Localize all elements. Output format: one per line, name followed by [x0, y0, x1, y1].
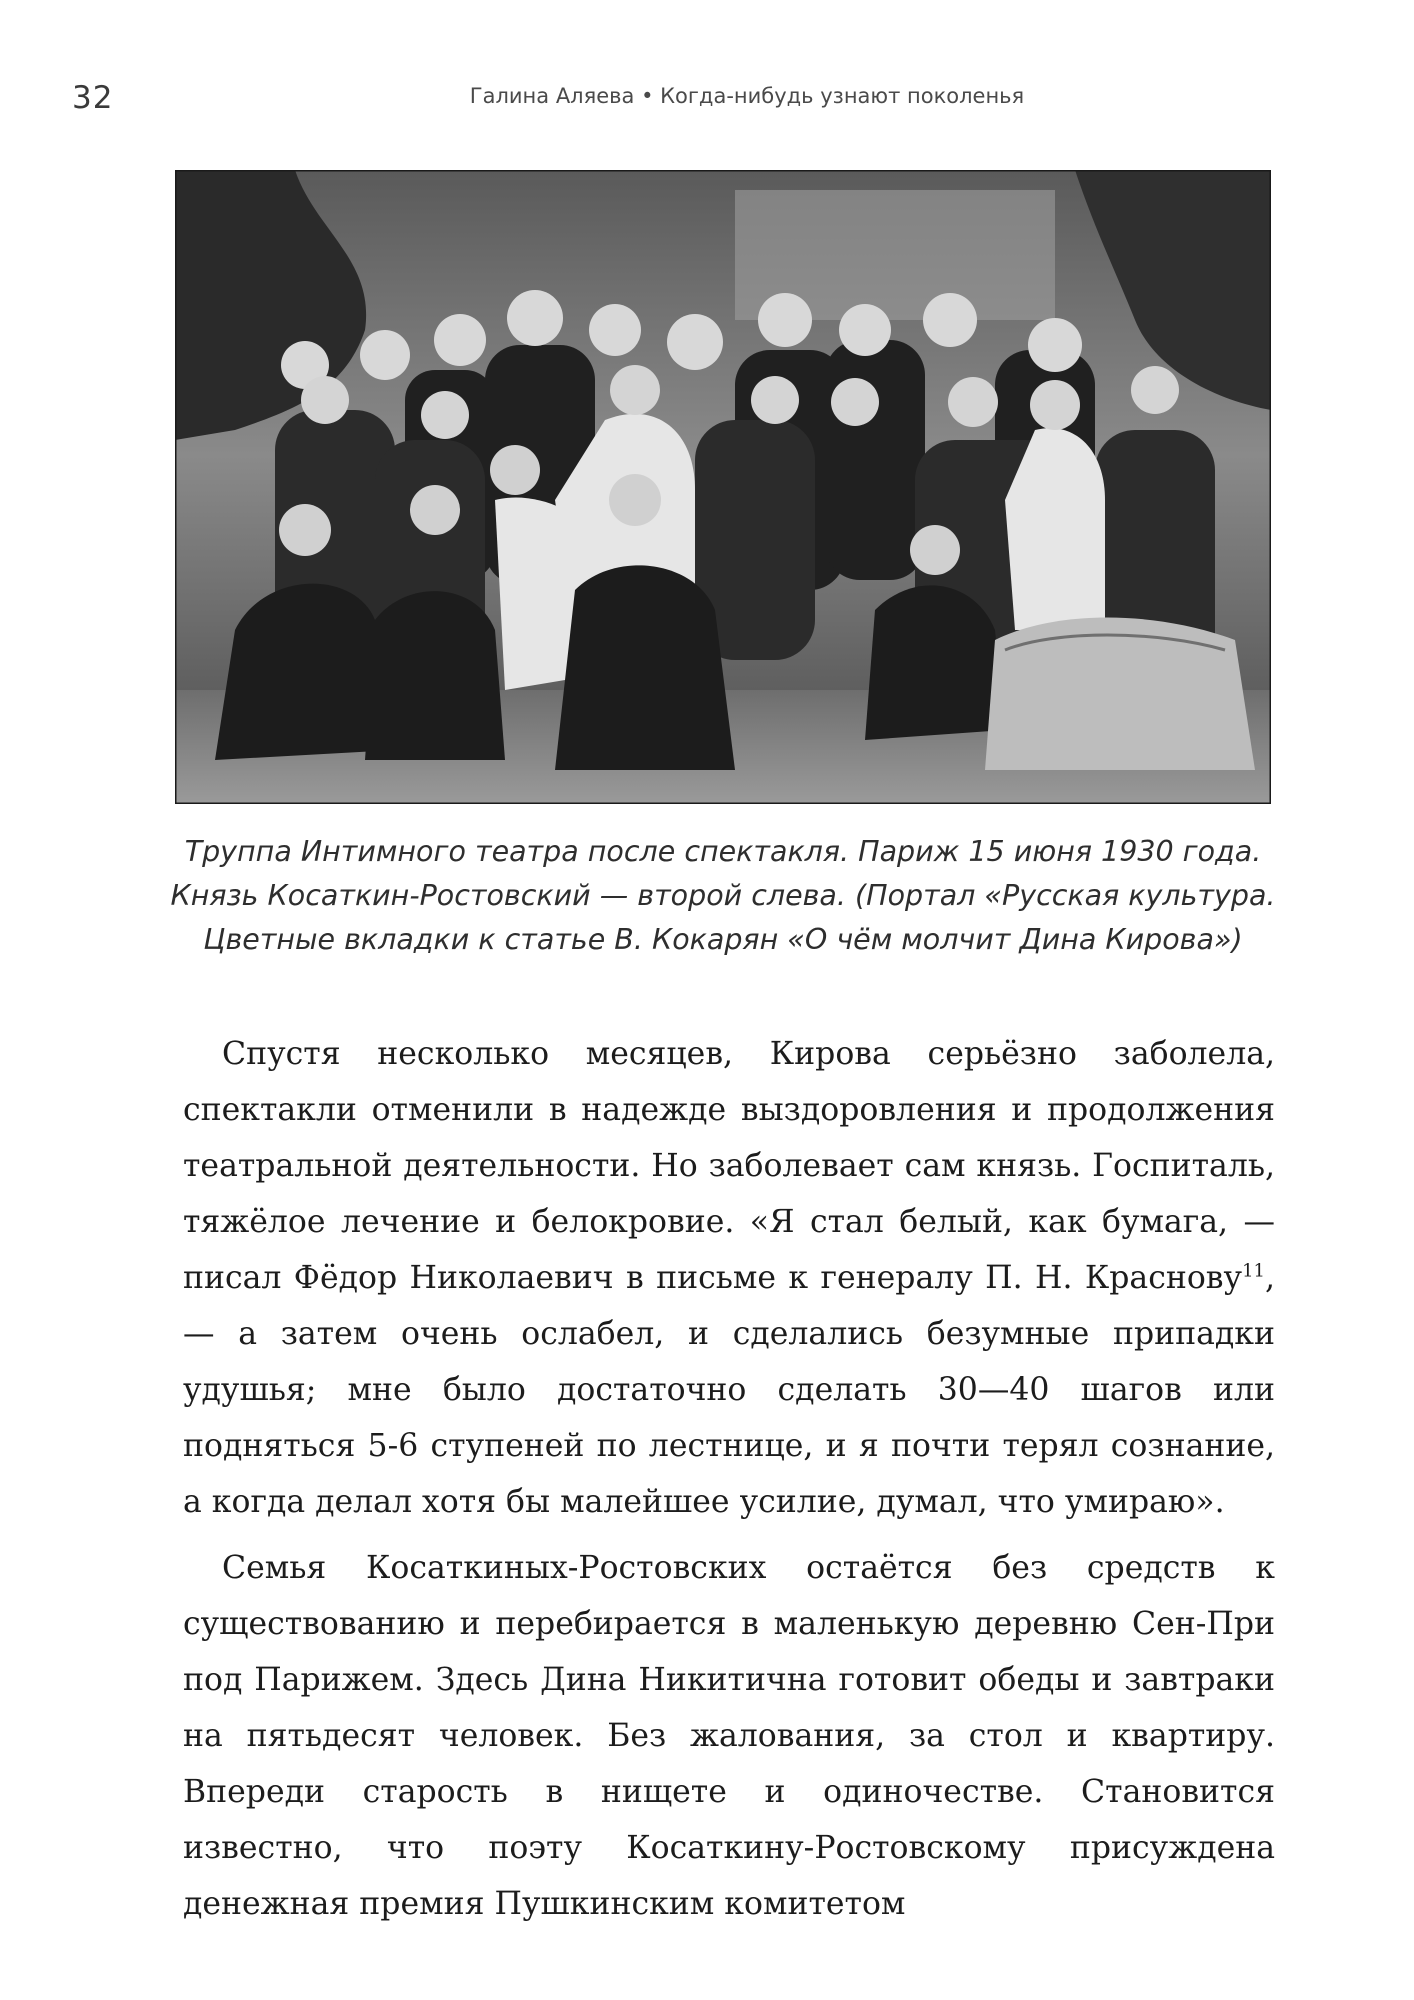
photo-caption: Труппа Интимного театра после спектакля. Париж 15 июня 1930 года. Князь Косаткин-Ростовский — второй слева. (Портал «Русская культура. Цветные вкладки к статье В. Кокарян «О чём молчит Дина Кирова») [170, 835, 1276, 956]
theatre-troupe-photo [175, 170, 1271, 804]
body-text [183, 1026, 1275, 1942]
footnote-ref[interactable]: 11 [1242, 1260, 1265, 1282]
paragraph: Семья Косаткиных-Ростовских остаётся без средств к существованию и перебирается в маленькую деревню Сен-При под Парижем. Здесь Дина Никитична готовит обеды и завтраки на пятьдесят человек. Без жалования, за стол и квартиру. Впереди старость в нищете и одиночестве. Становится известно, что поэту Косаткину-Ростовскому присуждена денежная премия Пушкинским комитетом [183, 1550, 1275, 1922]
running-title: Галина Аляева • Когда-нибудь узнают поколенья [469, 84, 1025, 108]
paragraph [183, 1026, 1275, 1530]
page-number: 32 [72, 80, 114, 116]
paragraph-text: , — а затем очень ослабел, и сделались безумные припадки удушья; мне было достаточно сделать 30—40 шагов или подняться 5-6 ступеней по лестнице, и я почти терял сознание, а когда делал хотя бы малейшее усилие, думал, что умираю». [183, 1260, 1275, 1520]
paragraph-text: Спустя несколько месяцев, Кирова серьёзно заболела, спектакли отменили в надежде выздоровления и продолжения театральной деятельности. Но заболевает сам князь. Госпиталь, тяжёлое лечение и белокровие. «Я стал белый, как бумага, — писал Фёдор Николаевич в письме к генералу П. Н. Краснову [183, 1036, 1275, 1296]
